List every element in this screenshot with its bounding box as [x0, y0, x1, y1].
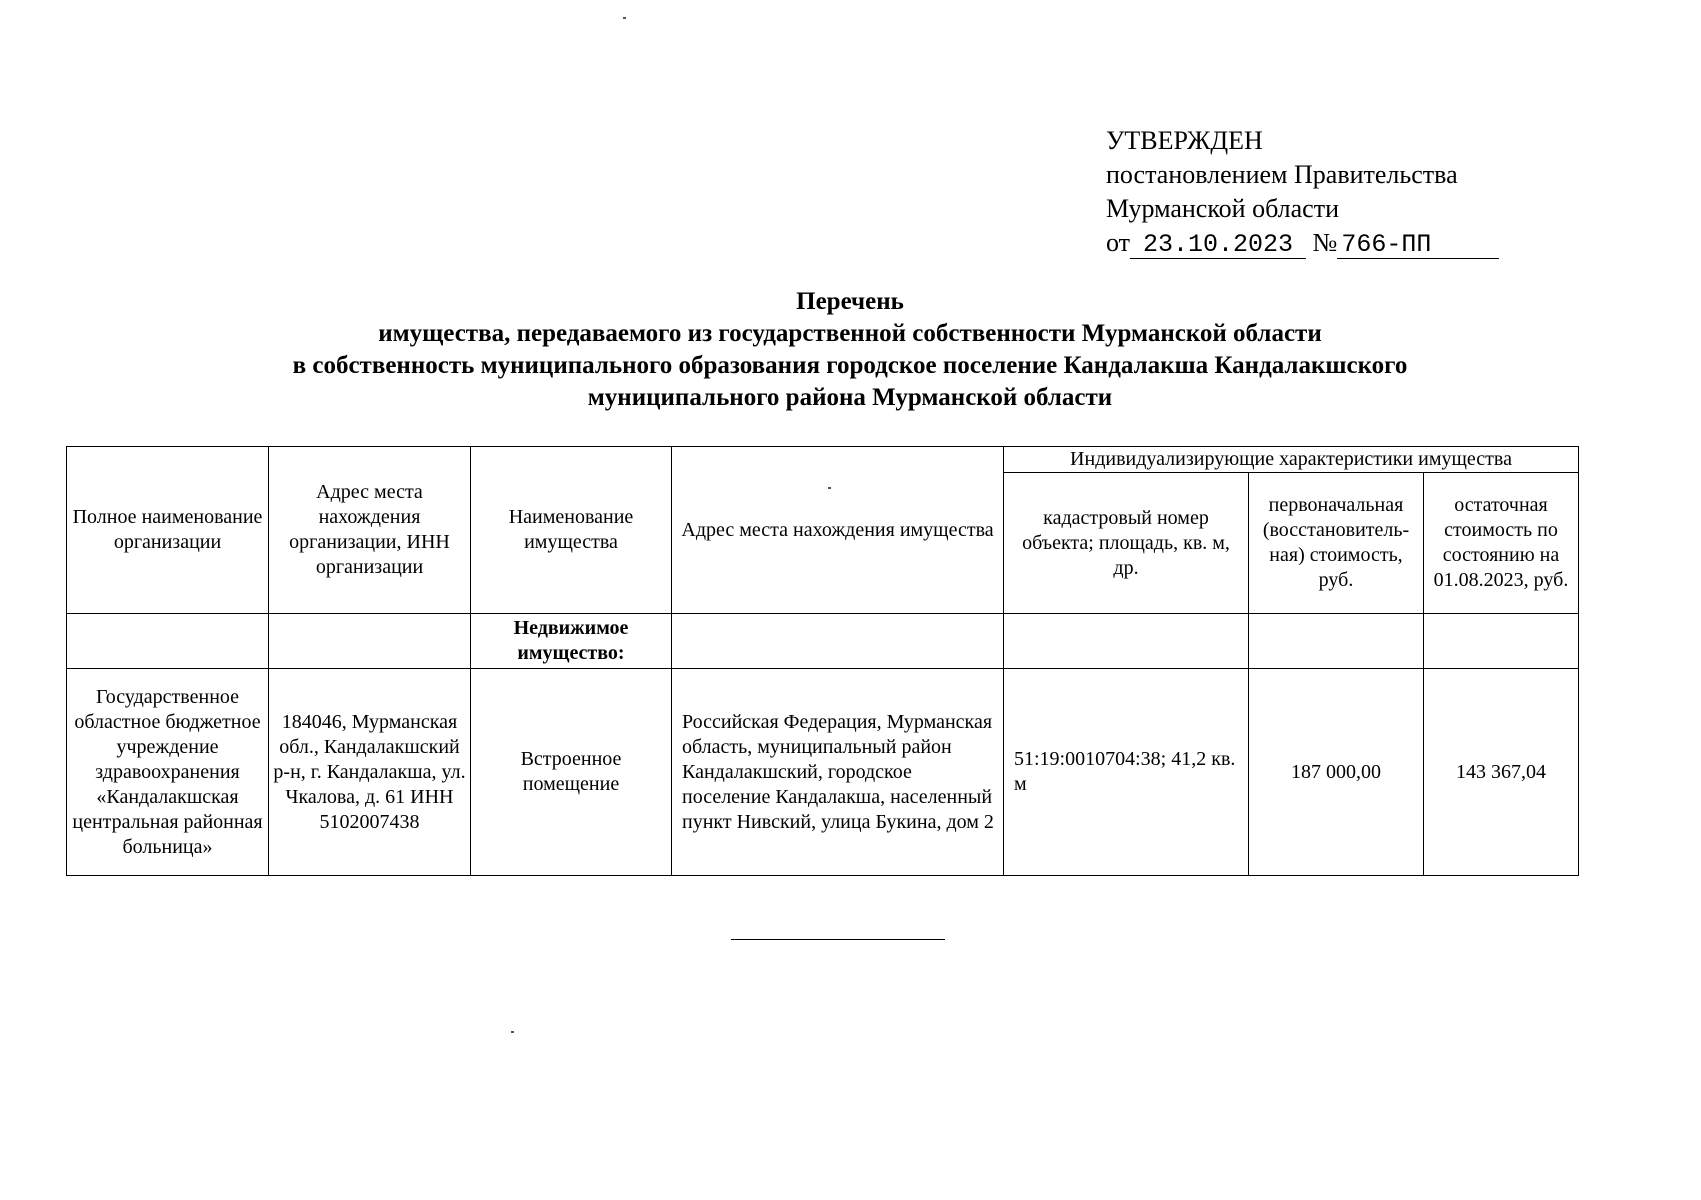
title-line-1: Перечень: [796, 288, 904, 315]
approval-stamp: [1106, 124, 1499, 260]
scan-speck: [623, 17, 626, 19]
title-line-4: муниципального района Мурманской области: [587, 384, 1113, 411]
cell-cadastral: 51:19:0010704:38; 41,2 кв. м: [1004, 669, 1249, 876]
cell-property-name: Встроенное помещение: [471, 669, 672, 876]
approval-line-2: Мурманской области: [1106, 194, 1339, 223]
title-line-2: имущества, передаваемого из государственной собственности Мурманской области: [378, 320, 1322, 347]
section-label: Недвижимое имущество:: [471, 614, 672, 669]
date-prefix: от: [1106, 228, 1131, 257]
scan-speck: [828, 487, 831, 489]
group-header: Индивидуализирующие характеристики имущества: [1004, 447, 1579, 473]
empty-cell: [1004, 614, 1249, 669]
approval-number: 766-ПП: [1337, 232, 1499, 259]
col-header-org-address: Адрес места нахождения организации, ИНН организации: [269, 447, 471, 614]
title-line-3: в собственность муниципального образования городское поселение Кандалакша Кандалакшского: [292, 352, 1408, 379]
approval-date: 23.10.2023: [1130, 232, 1306, 259]
approval-status: УТВЕРЖДЕН: [1106, 126, 1263, 155]
cell-residual-cost: 143 367,04: [1424, 669, 1579, 876]
approval-date-line: [1106, 226, 1499, 260]
end-separator-line: [731, 939, 945, 940]
table-row: [67, 669, 1579, 876]
empty-cell: [1249, 614, 1424, 669]
document-title: [150, 286, 1550, 414]
cell-property-address: Российская Федерация, Мурманская область, муниципальный район Кандалакшский, городское поселение Кандалакша, населенный пункт Нивский, улица Букина, дом 2: [672, 669, 1004, 876]
empty-cell: [1424, 614, 1579, 669]
empty-cell: [67, 614, 269, 669]
cell-organization: Государственное областное бюджетное учреждение здравоохранения «Кандалакшская центральная районная больница»: [67, 669, 269, 876]
number-prefix: №: [1312, 228, 1338, 257]
empty-cell: [269, 614, 471, 669]
col-header-property-address: Адрес места нахождения имущества: [672, 447, 1004, 614]
cell-org-address: 184046, Мурманская обл., Кандалакшский р-н, г. Кандалакша, ул. Чкалова, д. 61 ИНН 5102007438: [269, 669, 471, 876]
col-header-property-name: Наименование имущества: [471, 447, 672, 614]
col-header-initial-cost: первоначальная (восстановитель-ная) стоимость, руб.: [1249, 473, 1424, 614]
property-table: [66, 446, 1579, 876]
col-header-residual-cost: остаточная стоимость по состоянию на 01.08.2023, руб.: [1424, 473, 1579, 614]
section-row: [67, 614, 1579, 669]
col-header-cadastral: кадастровый номер объекта; площадь, кв. м, др.: [1004, 473, 1249, 614]
col-header-organization: Полное наименование организации: [67, 447, 269, 614]
approval-line-1: постановлением Правительства: [1106, 160, 1458, 189]
empty-cell: [672, 614, 1004, 669]
group-header-row: [67, 447, 1579, 473]
scan-speck: [511, 1031, 514, 1033]
cell-initial-cost: 187 000,00: [1249, 669, 1424, 876]
